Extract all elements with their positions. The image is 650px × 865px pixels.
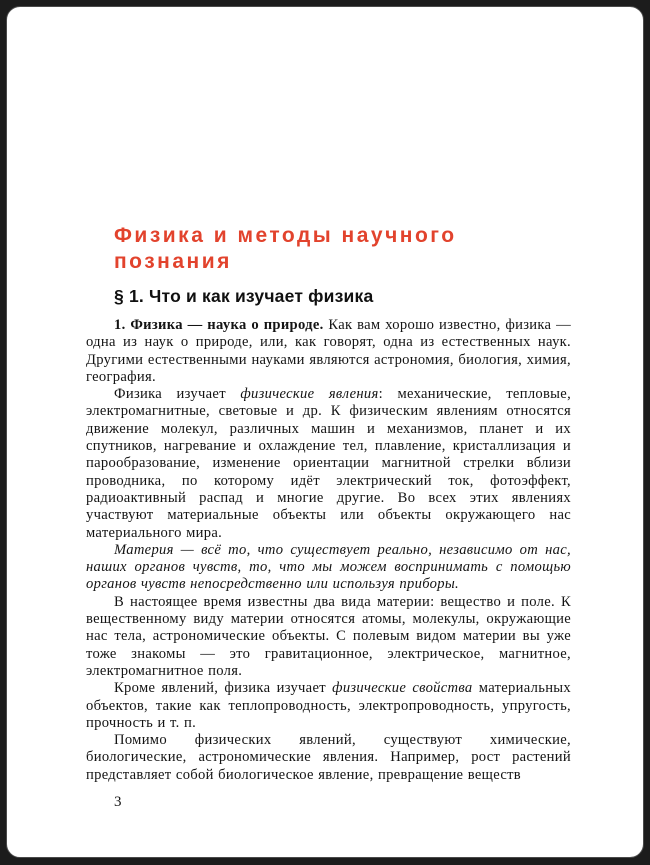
chapter-title: Физика и методы научного познания <box>114 224 457 273</box>
paragraph-6 <box>86 732 571 784</box>
paragraph-5-text: материальных объектов, такие как теплопроводность, электропроводность, упругость, прочность и т. п. <box>86 680 572 731</box>
page-number: 3 <box>114 794 122 811</box>
paragraph-5-lead: Кроме явлений, физика изучает <box>114 680 333 697</box>
body-text <box>86 317 571 784</box>
book-page <box>6 6 644 858</box>
paragraph-5-term-italic: физические свойства <box>332 680 473 697</box>
paragraph-6-text: Помимо физических явлений, существуют химические, биологические, астрономические явления. Например, рост растений представляет собой биологическое явление, превращение веществ <box>86 732 571 783</box>
paragraph-1 <box>86 317 571 386</box>
paragraph-2-text: : механические, тепловые, электромагнитные, световые и др. К физическим явлениям относятся движение молекул, различных машин и механизмов, планет и их спутников, нагревание и охлаждение тел, плавление, кристаллизация и парообразование, изменение ориентации магнитной стрелки вблизи проводника, по которому идёт электрический ток, фотоэффект, радиоактивный распад и многие другие. Во всех этих явлениях участвуют материальные объекты или объекты окружающего нас материального мира. <box>86 386 572 541</box>
paragraph-2-lead: Физика изучает <box>114 386 241 403</box>
section-title: § 1. Что и как изучает физика <box>114 286 374 306</box>
paragraph-1-lead-bold: 1. Физика — наука о природе. <box>114 317 324 333</box>
paragraph-1-text: Как вам хорошо известно, физика — одна из наук о природе, или, как говорят, одна из естественных наук. Другими естественными науками являются астрономия, биология, химия, география. <box>86 317 571 385</box>
paragraph-3-definition-italic: Материя — всё то, что существует реально, независимо от нас, наших органов чувств, то, что мы можем воспринимать с помощью органов чувств непосредственно или используя приборы. <box>86 541 571 593</box>
paragraph-2-term-italic: физические явления <box>240 386 379 403</box>
paragraph-3 <box>86 542 571 594</box>
paragraph-4-text: В настоящее время известны два вида материи: вещество и поле. К вещественному виду материи относятся атомы, молекулы, окружающие нас тела, астрономические объекты. С полевым видом материи вы уже тоже знакомы — это гравитационное, электрическое, магнитное, электромагнитное поля. <box>86 593 571 679</box>
paragraph-4 <box>86 594 571 680</box>
paragraph-5 <box>86 680 571 732</box>
paragraph-2 <box>86 386 571 542</box>
